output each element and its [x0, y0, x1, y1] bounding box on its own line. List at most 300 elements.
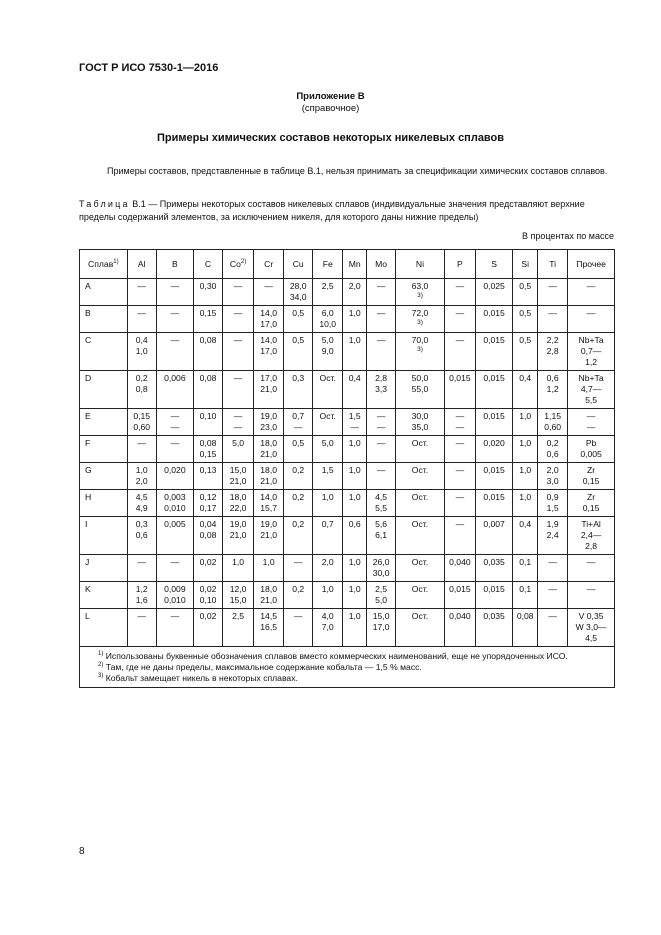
cell-value: 0,02 0,10	[199, 584, 217, 605]
cell-value: —	[455, 281, 465, 291]
table-cell	[284, 371, 313, 409]
column-header	[254, 250, 284, 279]
cell-value: 1,5 —	[348, 411, 361, 432]
cell-value: 1,0	[519, 492, 532, 502]
cell-value: V 0,35 W 3,0— 4,5	[575, 611, 607, 643]
footnote-mark: 1)	[98, 651, 104, 658]
table-cell	[475, 517, 512, 555]
cell-value: 0,12 0,17	[199, 492, 217, 513]
cell-value: —	[233, 308, 243, 318]
footnote	[88, 662, 608, 673]
table-cell	[127, 409, 156, 436]
table-cell	[568, 490, 615, 517]
column-header-label: Сплав	[88, 258, 114, 269]
table-footnotes	[80, 647, 615, 688]
cell-value: —	[137, 308, 146, 318]
cell-value: 1,0	[519, 438, 532, 448]
alloy-cell: G	[80, 463, 128, 490]
cell-value: —	[376, 308, 386, 318]
table-cell	[538, 517, 568, 555]
table-cell	[284, 306, 313, 333]
table-cell	[475, 582, 512, 609]
alloy-cell: K	[80, 582, 128, 609]
document-header: ГОСТ Р ИСО 7530-1—2016	[79, 62, 219, 74]
cell-value: —	[548, 281, 557, 291]
table-cell	[367, 582, 396, 609]
column-header-label: S	[491, 258, 497, 269]
table-cell	[396, 333, 445, 371]
cell-value: —	[455, 519, 465, 529]
column-header-label: P	[457, 258, 463, 269]
table-cell	[223, 306, 254, 333]
column-header	[343, 250, 367, 279]
cell-value: 1,2 1,6	[135, 584, 148, 605]
cell-value: 0,003 0,010	[164, 492, 186, 513]
cell-value: Zr 0,15	[582, 492, 600, 513]
alloy-cell: E	[80, 409, 128, 436]
table-row	[80, 333, 615, 371]
table-row	[80, 555, 615, 582]
cell-value: 0,040	[449, 557, 471, 567]
table-cell	[568, 555, 615, 582]
cell-value: 18,0 21,0	[260, 438, 278, 459]
cell-value: 1,0	[348, 492, 361, 502]
table-cell	[513, 517, 538, 555]
cell-value: 0,5	[519, 308, 532, 318]
footnote-ref: 3)	[417, 346, 423, 353]
table-cell	[396, 279, 445, 306]
table-cell	[513, 490, 538, 517]
table-cell	[284, 436, 313, 463]
cell-value: 0,10	[199, 411, 217, 421]
cell-value: —	[455, 438, 465, 448]
table-cell	[127, 371, 156, 409]
table-cell	[568, 306, 615, 333]
table-cell	[343, 436, 367, 463]
table-cell	[513, 463, 538, 490]
cell-value: —	[233, 281, 243, 291]
table-cell	[513, 555, 538, 582]
cell-value: 0,02	[199, 611, 217, 621]
table-cell	[194, 436, 223, 463]
composition-table	[79, 249, 615, 688]
footnote-text: Использованы буквенные обозначения сплавов вместо коммерческих наименований, еще не упорядоченных ИСО.	[105, 651, 568, 661]
cell-value: 1,0	[348, 611, 361, 621]
table-cell	[254, 333, 284, 371]
table-row	[80, 490, 615, 517]
cell-value: 28,0 34,0	[289, 281, 307, 302]
table-cell	[127, 306, 156, 333]
cell-value: Ост.	[319, 411, 336, 421]
table-cell	[313, 582, 343, 609]
cell-value: 0,015	[483, 465, 505, 475]
table-cell	[538, 555, 568, 582]
cell-value: — —	[233, 411, 243, 432]
cell-value: 0,3	[292, 373, 305, 383]
footnote-mark: 3)	[98, 673, 104, 680]
column-header	[284, 250, 313, 279]
cell-value: 4,0 7,0	[321, 611, 334, 632]
cell-value: —	[586, 557, 596, 567]
column-header	[127, 250, 156, 279]
table-cell	[444, 333, 475, 371]
cell-value: 0,5	[292, 308, 305, 318]
page-number: 8	[79, 846, 85, 857]
cell-value: 0,015	[483, 411, 505, 421]
cell-value: 0,4	[519, 373, 532, 383]
cell-value: 1,5	[321, 465, 334, 475]
table-cell	[367, 490, 396, 517]
table-cell	[444, 490, 475, 517]
cell-value: Ост.	[411, 557, 429, 567]
table-cell	[343, 517, 367, 555]
footnote-ref: 1)	[113, 258, 119, 265]
cell-value: 2,0	[348, 281, 361, 291]
cell-value: 0,30	[199, 281, 217, 291]
table-cell	[538, 582, 568, 609]
cell-value: 1,9 2,4	[546, 519, 559, 540]
table-cell	[444, 306, 475, 333]
alloy-cell: C	[80, 333, 128, 371]
cell-value: 0,015	[483, 584, 505, 594]
table-row	[80, 409, 615, 436]
table-cell	[396, 555, 445, 582]
cell-value: Pb 0,005	[580, 438, 602, 459]
table-cell	[313, 371, 343, 409]
table-cell	[444, 279, 475, 306]
cell-value: —	[455, 465, 465, 475]
table-cell	[513, 609, 538, 647]
cell-value: 2,0	[321, 557, 334, 567]
column-header	[513, 250, 538, 279]
table-cell	[367, 463, 396, 490]
table-cell	[313, 279, 343, 306]
table-cell	[254, 517, 284, 555]
cell-value: 1,0	[348, 584, 361, 594]
table-cell	[538, 279, 568, 306]
footnote-text: Там, где не даны пределы, максимальное содержание кобальта — 1,5 % масс.	[105, 662, 422, 672]
cell-value: 0,015	[483, 492, 505, 502]
cell-value: 0,025	[483, 281, 505, 291]
cell-value: —	[233, 373, 243, 383]
cell-value: Ост.	[411, 519, 429, 529]
cell-value: —	[233, 335, 243, 345]
table-cell	[194, 409, 223, 436]
table-cell	[475, 555, 512, 582]
cell-value: 1,0	[262, 557, 275, 567]
alloy-cell: D	[80, 371, 128, 409]
table-row	[80, 609, 615, 647]
alloy-cell: L	[80, 609, 128, 647]
column-header-label: Mn	[348, 258, 361, 269]
cell-value: —	[293, 557, 303, 567]
cell-value: 0,006	[164, 373, 186, 383]
table-cell	[396, 371, 445, 409]
table-cell	[313, 409, 343, 436]
cell-value: —	[548, 557, 557, 567]
cell-value: —	[170, 611, 180, 621]
table-cell	[396, 582, 445, 609]
table-cell	[538, 436, 568, 463]
table-cell	[444, 409, 475, 436]
table-cell	[568, 582, 615, 609]
table-cell	[313, 463, 343, 490]
table-cell	[284, 279, 313, 306]
cell-value: 5,0	[232, 438, 245, 448]
cell-value: 0,015	[449, 373, 471, 383]
table-cell	[223, 555, 254, 582]
cell-value: 1,0	[348, 308, 361, 318]
table-cell	[513, 333, 538, 371]
cell-value: 0,035	[483, 611, 505, 621]
footnote-mark: 2)	[98, 662, 104, 669]
table-cell	[254, 555, 284, 582]
cell-value: 19,0 21,0	[229, 519, 247, 540]
table-cell	[396, 517, 445, 555]
table-cell	[254, 582, 284, 609]
table-cell	[284, 409, 313, 436]
annex-subtitle: (справочное)	[301, 103, 360, 114]
column-header-label: Mo	[375, 258, 388, 269]
table-cell	[313, 333, 343, 371]
table-cell	[538, 490, 568, 517]
table-cell	[254, 463, 284, 490]
column-header-label: Cu	[292, 258, 304, 269]
table-row	[80, 582, 615, 609]
table-cell	[538, 609, 568, 647]
table-cell	[254, 409, 284, 436]
cell-value: —	[376, 281, 386, 291]
cell-value: —	[586, 308, 596, 318]
table-header-row	[80, 250, 615, 279]
table-cell	[194, 333, 223, 371]
cell-value: 4,5 4,9	[135, 492, 148, 513]
cell-value: 26,0 30,0	[372, 557, 390, 578]
column-header	[568, 250, 615, 279]
cell-value: — —	[586, 411, 596, 432]
table-cell	[367, 409, 396, 436]
table-cell	[284, 463, 313, 490]
cell-value: —	[170, 335, 180, 345]
cell-value: Ti+Al 2,4— 2,8	[580, 519, 602, 551]
table-cell	[284, 582, 313, 609]
table-cell	[538, 371, 568, 409]
cell-value: 0,015	[483, 373, 505, 383]
column-header-label: C	[204, 258, 212, 269]
cell-value: 2,2 2,8	[546, 335, 559, 356]
cell-value: —	[548, 308, 557, 318]
cell-value: 0,015	[483, 308, 505, 318]
cell-value: 2,8 3,3	[375, 373, 388, 394]
table-cell	[127, 436, 156, 463]
table-cell	[254, 490, 284, 517]
table-cell	[568, 409, 615, 436]
alloy-cell: J	[80, 555, 128, 582]
table-cell	[284, 555, 313, 582]
cell-value: 1,0	[519, 465, 532, 475]
cell-value: — —	[376, 411, 386, 432]
table-cell	[396, 609, 445, 647]
table-cell	[284, 490, 313, 517]
table-cell	[127, 555, 156, 582]
table-cell	[396, 463, 445, 490]
cell-value: 0,7	[321, 519, 334, 529]
cell-value: —	[264, 281, 273, 291]
cell-value: 0,2 0,8	[135, 373, 148, 394]
cell-value: 0,2	[292, 492, 305, 502]
cell-value: 0,5	[292, 335, 305, 345]
table-cell	[367, 306, 396, 333]
cell-value: 14,0 17,0	[260, 335, 278, 356]
cell-value: —	[548, 584, 557, 594]
table-cell	[127, 517, 156, 555]
column-header-label: Co	[229, 258, 241, 269]
table-cell	[223, 333, 254, 371]
cell-value: 0,015	[483, 335, 505, 345]
column-header	[538, 250, 568, 279]
cell-value: Ост.	[319, 373, 336, 383]
column-header-label: Ti	[549, 258, 557, 269]
table-cell	[156, 306, 193, 333]
alloy-cell: I	[80, 517, 128, 555]
table-cell	[127, 463, 156, 490]
table-cell	[396, 306, 445, 333]
cell-value: 0,2	[292, 465, 305, 475]
table-cell	[475, 409, 512, 436]
table-cell	[475, 279, 512, 306]
table-cell	[444, 582, 475, 609]
table-cell	[254, 279, 284, 306]
cell-value: 0,015	[449, 584, 471, 594]
cell-value: 0,009 0,010	[164, 584, 186, 605]
table-cell	[568, 463, 615, 490]
cell-value: 18,0 21,0	[260, 584, 278, 605]
cell-value: 0,5	[519, 335, 532, 345]
table-cell	[313, 609, 343, 647]
annex-title: Приложение B	[296, 91, 365, 102]
cell-value: 19,0 23,0	[260, 411, 278, 432]
table-cell	[156, 555, 193, 582]
table-cell	[367, 371, 396, 409]
cell-value: 0,2	[292, 519, 305, 529]
table-cell	[513, 409, 538, 436]
cell-value: Ост.	[411, 611, 429, 621]
table-cell	[194, 517, 223, 555]
alloy-cell: H	[80, 490, 128, 517]
table-cell	[127, 609, 156, 647]
cell-value: —	[137, 281, 146, 291]
table-cell	[127, 582, 156, 609]
table-cell	[194, 463, 223, 490]
table-cell	[156, 279, 193, 306]
cell-value: 0,5	[292, 438, 305, 448]
column-header-label: Прочее	[576, 258, 606, 269]
cell-value: 0,02	[199, 557, 217, 567]
cell-value: —	[455, 335, 465, 345]
column-header-label: Ni	[415, 258, 425, 269]
table-cell	[538, 409, 568, 436]
cell-value: —	[137, 438, 146, 448]
column-header-label: Fe	[322, 258, 333, 269]
cell-value: 1,0 2,0	[135, 465, 148, 486]
cell-value: 50,0 55,0	[411, 373, 429, 394]
table-cell	[475, 490, 512, 517]
cell-value: —	[376, 335, 386, 345]
table-cell	[475, 436, 512, 463]
cell-value: —	[548, 611, 557, 621]
intro-paragraph: Примеры составов, представленные в таблице B.1, нельзя принимать за спецификации химических составов сплавов.	[107, 166, 608, 176]
cell-value: 1,0	[348, 438, 361, 448]
table-cell	[396, 490, 445, 517]
table-cell	[127, 279, 156, 306]
cell-value: 0,4 1,0	[135, 335, 148, 356]
table-cell	[444, 436, 475, 463]
cell-value: 12,0 15,0	[229, 584, 247, 605]
table-cell	[367, 279, 396, 306]
table-row	[80, 306, 615, 333]
footnote-ref: 3)	[417, 319, 423, 326]
cell-value: 0,3 0,6	[135, 519, 148, 540]
table-cell	[367, 609, 396, 647]
cell-value: 0,13	[199, 465, 217, 475]
table-cell	[254, 436, 284, 463]
cell-value: Ост.	[411, 438, 429, 448]
column-header-label: Al	[137, 258, 146, 269]
table-cell	[223, 371, 254, 409]
cell-value: 0,005	[164, 519, 186, 529]
cell-value: 0,1	[519, 557, 532, 567]
table-cell	[367, 436, 396, 463]
table-cell	[127, 333, 156, 371]
table-cell	[513, 582, 538, 609]
table-cell	[223, 517, 254, 555]
cell-value: 72,0	[411, 308, 429, 318]
footnote	[88, 673, 608, 684]
table-cell	[313, 306, 343, 333]
table-caption-prefix: Таблица	[79, 199, 130, 209]
table-cell	[513, 371, 538, 409]
table-cell	[568, 517, 615, 555]
table-cell	[367, 333, 396, 371]
column-header	[156, 250, 193, 279]
cell-value: 1,0	[348, 557, 361, 567]
cell-value: 18,0 21,0	[260, 465, 278, 486]
cell-value: 0,2	[292, 584, 305, 594]
table-cell	[194, 371, 223, 409]
table-cell	[343, 609, 367, 647]
cell-value: 70,0	[411, 335, 429, 345]
cell-value: 0,08	[199, 335, 217, 345]
cell-value: 0,9 1,5	[546, 492, 559, 513]
table-cell	[444, 555, 475, 582]
column-header	[223, 250, 254, 279]
cell-value: 18,0 22,0	[229, 492, 247, 513]
footnote-text: Кобальт замещает никель в некоторых сплавах.	[105, 673, 298, 683]
table-cell	[313, 555, 343, 582]
table-cell	[254, 371, 284, 409]
cell-value: —	[137, 611, 146, 621]
table-row	[80, 463, 615, 490]
table-cell	[343, 463, 367, 490]
cell-value: 1,0	[348, 335, 361, 345]
cell-value: 0,4	[519, 519, 532, 529]
cell-value: —	[455, 492, 465, 502]
cell-value: 1,0	[321, 492, 334, 502]
alloy-cell: B	[80, 306, 128, 333]
cell-value: 0,020	[483, 438, 505, 448]
table-row	[80, 371, 615, 409]
cell-value: 0,035	[483, 557, 505, 567]
